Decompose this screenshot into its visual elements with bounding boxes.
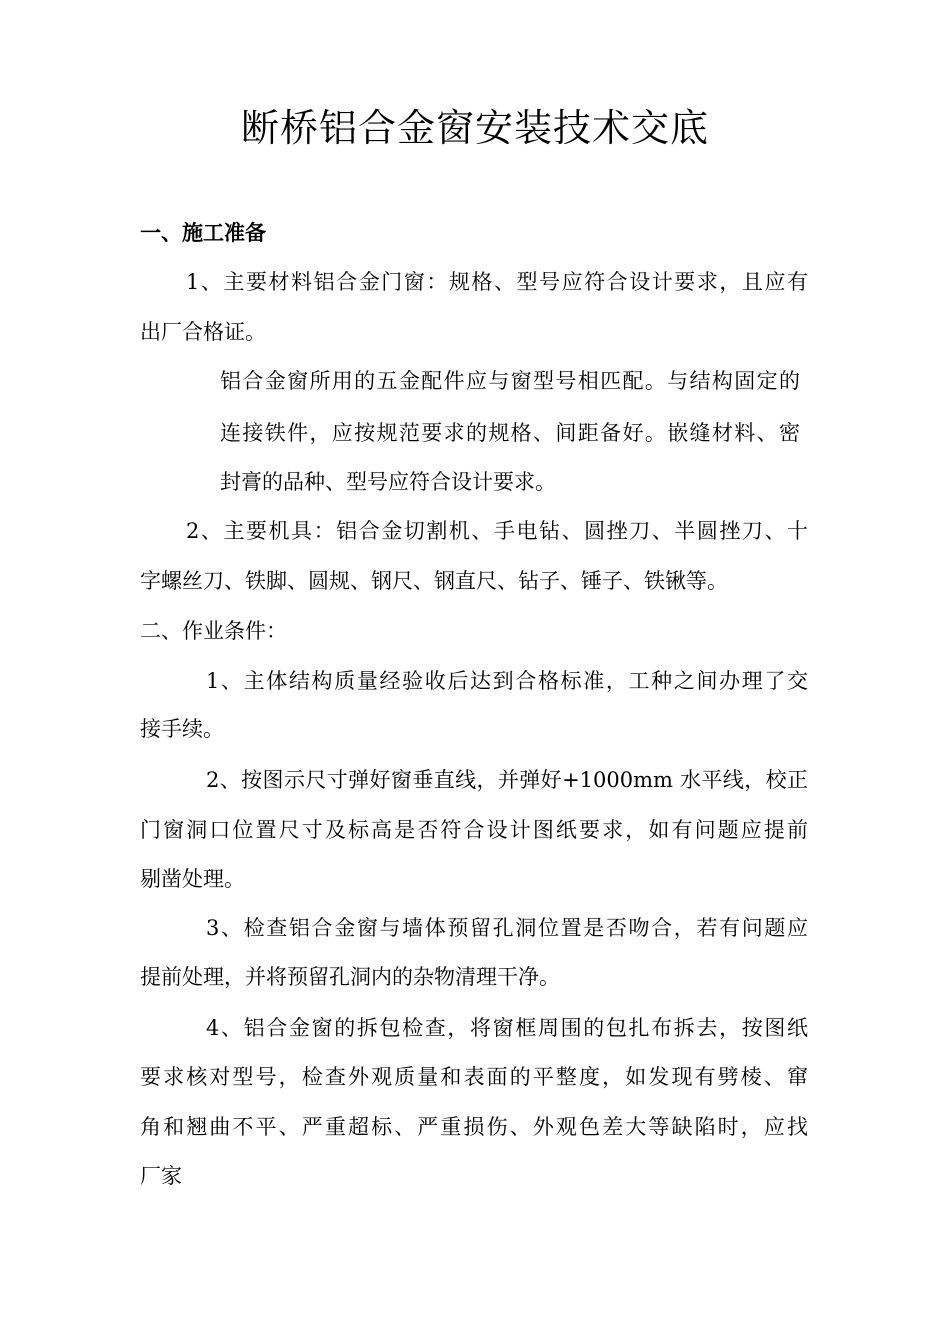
paragraph-line: 连接铁件，应按规范要求的规格、间距备好。嵌缝材料、密	[220, 421, 800, 445]
paragraph-line: 封膏的品种、型号应符合设计要求。	[220, 470, 556, 494]
paragraph-line: 铝合金窗所用的五金配件应与窗型号相匹配。与结构固定的	[220, 369, 800, 393]
paragraph-line: 剔凿处理。	[140, 867, 245, 891]
paragraph-line: 门窗洞口位置尺寸及标高是否符合设计图纸要求，如有问题应提前	[140, 818, 808, 842]
paragraph-line: 2、主要机具：铝合金切割机、手电钻、圆挫刀、半圆挫刀、十	[186, 519, 808, 543]
section-heading-conditions: 二、作业条件：	[140, 619, 287, 643]
paragraph-line: 1、主要材料铝合金门窗：规格、型号应符合设计要求，且应有	[186, 270, 808, 294]
paragraph-line: 厂家	[140, 1164, 182, 1188]
paragraph-line: 接手续。	[140, 717, 224, 741]
section-heading-preparation: 一、施工准备	[140, 221, 266, 245]
paragraph-line: 2、按图示尺寸弹好窗垂直线，并弹好+1000mm 水平线，校正	[206, 768, 808, 792]
paragraph-line: 提前处理，并将预留孔洞内的杂物清理干净。	[140, 965, 560, 989]
paragraph-line: 角和翘曲不平、严重超标、严重损伤、外观色差大等缺陷时，应找	[140, 1115, 808, 1139]
document-title: 断桥铝合金窗安装技术交底	[240, 106, 709, 150]
paragraph-line: 要求核对型号，检查外观质量和表面的平整度，如发现有劈棱、窜	[140, 1065, 808, 1089]
paragraph-line: 4、铝合金窗的拆包检查，将窗框周围的包扎布拆去，按图纸	[206, 1016, 808, 1040]
paragraph-line: 3、检查铝合金窗与墙体预留孔洞位置是否吻合，若有问题应	[206, 916, 808, 940]
paragraph-line: 1、主体结构质量经验收后达到合格标准，工种之间办理了交	[206, 669, 808, 693]
paragraph-line: 字螺丝刀、铁脚、圆规、钢尺、钢直尺、钻子、锤子、铁锹等。	[140, 569, 728, 593]
paragraph-line: 出厂合格证。	[140, 320, 266, 344]
